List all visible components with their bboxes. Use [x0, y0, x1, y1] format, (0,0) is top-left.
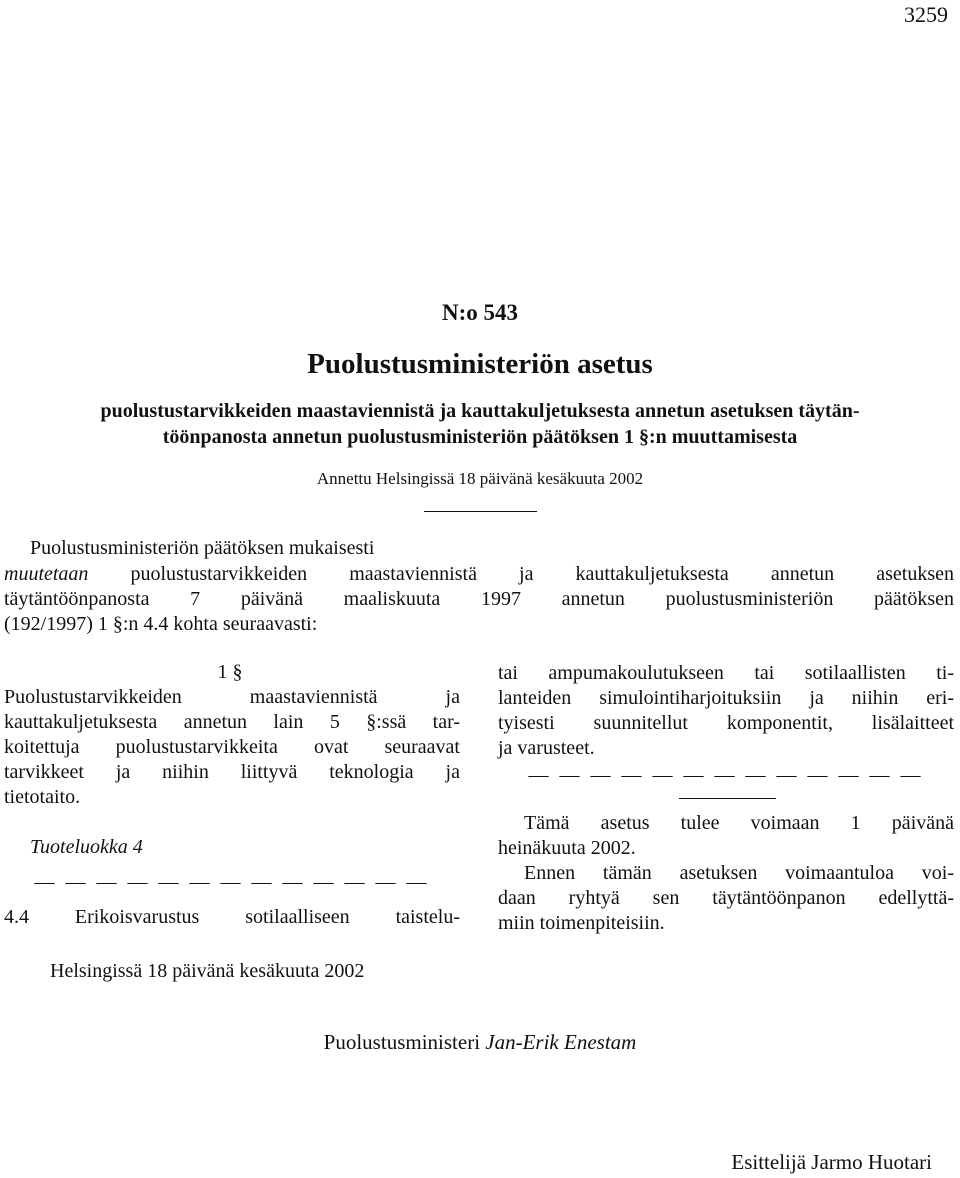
document-subtitle	[0, 398, 960, 450]
signature-place-date: Helsingissä 18 päivänä kesäkuuta 2002	[50, 960, 365, 982]
page-number: 3259	[904, 2, 948, 27]
item-cont-line: ja varusteet.	[498, 737, 595, 759]
para-line: tietotaito.	[4, 786, 81, 808]
effective-line: heinäkuuta 2002.	[498, 837, 636, 859]
intro-line1-rest: puolustustarvikkeiden maastaviennistä ja kauttakuljetuksesta annetun asetuksen	[88, 563, 954, 585]
measures-line: daan ryhtyä sen täytäntöönpanon edellyttä-	[498, 887, 954, 909]
para-line: Puolustustarvikkeiden maastaviennistä ja	[4, 686, 460, 708]
effective-paragraph	[498, 811, 954, 861]
para-line: tarvikkeet ja niihin liittyvä teknologia ja	[4, 761, 460, 783]
item-cont-line: tai ampumakoulutukseen tai sotilaallisten ti-	[498, 662, 954, 684]
measures-line: Ennen tämän asetuksen voimaantuloa voi-	[524, 862, 954, 884]
product-category	[30, 835, 143, 860]
item-text: 4.4 Erikoisvarustus sotilaalliseen taistelu-	[4, 906, 460, 928]
minister-name: Jan-Erik Enestam	[485, 1030, 637, 1054]
omission-dashes-left: — — — — — — — — — — — — —	[34, 871, 430, 893]
para-line: kauttakuljetuksesta annetun lain 5 §:ssä tar-	[4, 711, 460, 733]
measures-line: miin toimenpiteisiin.	[498, 912, 665, 934]
item-continuation	[498, 661, 954, 761]
subtitle-line: puolustustarvikkeiden maastaviennistä ja kauttakuljetuksesta annetun asetuksen täytän-	[100, 400, 860, 422]
omission-dashes-right: — — — — — — — — — — — — —	[528, 764, 924, 786]
item-cont-line: tyisesti suunnitellut komponentit, lisälaitteet	[498, 712, 954, 734]
intro-line: (192/1997) 1 §:n 4.4 kohta seuraavasti:	[4, 613, 318, 635]
body-divider	[679, 798, 776, 799]
intro-verb: muutetaan	[4, 563, 89, 585]
section-paragraph	[4, 685, 460, 810]
document-number: N:o 543	[441, 300, 519, 325]
section-heading: 1 §	[217, 661, 243, 683]
minister-signature	[0, 1030, 960, 1055]
intro-line: täytäntöönpanosta 7 päivänä maaliskuuta 1997 annetun puolustusministeriön päätöksen	[4, 588, 954, 610]
item-cont-line: lanteiden simulointiharjoituksiin ja niihin eri-	[498, 687, 954, 709]
minister-title: Puolustusministeri	[323, 1030, 486, 1054]
intro-line	[4, 562, 954, 587]
intro-lead: Puolustusministeriön päätöksen mukaisesti	[30, 537, 375, 559]
effective-line: Tämä asetus tulee voimaan 1 päivänä	[524, 812, 954, 834]
given-date: Annettu Helsingissä 18 päivänä kesäkuuta 2002	[316, 469, 644, 488]
item-line	[4, 905, 460, 930]
measures-paragraph	[498, 861, 954, 936]
document-title: Puolustusministeriön asetus	[307, 348, 653, 380]
para-line: koitettuja puolustustarvikkeita ovat seuraavat	[4, 736, 460, 758]
product-category-text: Tuoteluokka 4	[30, 836, 143, 858]
title-divider	[424, 511, 537, 512]
subtitle-line: töönpanosta annetun puolustusministeriön päätöksen 1 §:n muuttamisesta	[162, 426, 798, 448]
presenter-signature: Esittelijä Jarmo Huotari	[731, 1150, 932, 1174]
intro-paragraph	[4, 562, 954, 637]
